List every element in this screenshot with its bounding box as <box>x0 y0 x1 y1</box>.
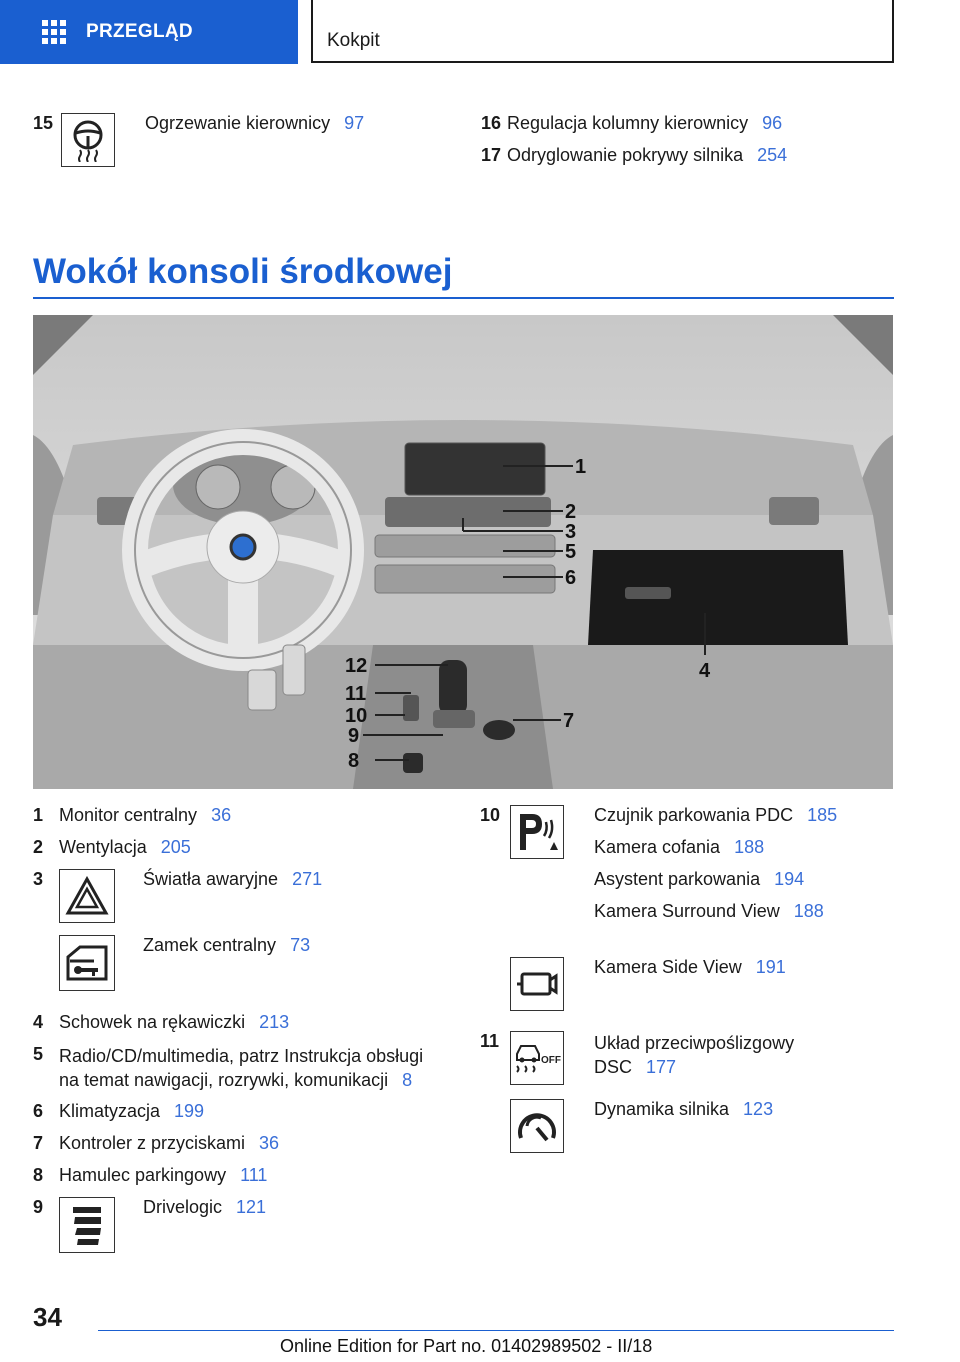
item-label: Zamek centralny <box>143 935 277 955</box>
callout-9: 9 <box>348 725 360 747</box>
dsc-off-icon <box>510 1031 564 1085</box>
drivelogic-icon <box>59 1197 115 1253</box>
callout-7: 7 <box>563 710 575 732</box>
page-ref-link[interactable]: 111 <box>240 1165 268 1185</box>
page-ref-link[interactable]: 205 <box>160 837 191 857</box>
item-label: Ogrzewanie kierownicy <box>145 113 331 133</box>
item-label: Układ przeciwpoślizgowy <box>594 1033 795 1053</box>
page-ref-link[interactable]: 123 <box>743 1099 774 1119</box>
edition-text: Online Edition for Part no. 01402989502 - II/18 <box>280 1336 653 1356</box>
callout-1: 1 <box>575 456 587 478</box>
legend-item-9: 9 Drivelogic 121 <box>33 1197 266 1253</box>
item-label: Klimatyzacja <box>59 1101 161 1121</box>
legend-item-6: 6 Klimatyzacja 199 <box>33 1101 205 1121</box>
page-ref-link[interactable]: 185 <box>807 805 838 825</box>
legend-item-central-lock <box>59 935 310 991</box>
item-label: Schowek na rękawiczki <box>59 1012 246 1032</box>
page-ref-link[interactable]: 191 <box>755 957 786 977</box>
legend-item-engine-dynamics <box>510 1099 773 1153</box>
engine-dynamics-icon <box>510 1099 564 1153</box>
chapter-label: Kokpit <box>327 30 380 51</box>
legend-item-surround-view <box>594 901 824 922</box>
callout-12: 12 <box>345 655 368 677</box>
callout-8: 8 <box>348 750 360 772</box>
item-label: Hamulec parkingowy <box>59 1165 227 1185</box>
callout-6: 6 <box>565 567 577 589</box>
section-rule <box>33 297 894 299</box>
grid-icon <box>42 20 66 44</box>
page-ref-link[interactable]: 188 <box>793 901 824 921</box>
item-label-line2: DSC <box>594 1057 633 1077</box>
page-ref-link[interactable]: 73 <box>290 935 311 955</box>
callout-3: 3 <box>565 521 577 543</box>
legend-item-11: 11 OFF Układ przeciwpoślizgowy DSC 177 <box>480 1031 794 1085</box>
legend-item-1: 1 Monitor centralny 36 <box>33 805 232 825</box>
legend-item-8: 8 Hamulec parkingowy 111 <box>33 1165 268 1185</box>
item-label-line2: na temat nawigacji, rozrywki, komunikacji <box>59 1070 389 1090</box>
list-item-16: 16 Regulacja kolumny kierownicy 96 <box>481 113 783 133</box>
section-tab[interactable] <box>0 0 298 64</box>
page-ref-link[interactable]: 213 <box>259 1012 290 1032</box>
item-label: Monitor centralny <box>59 805 198 825</box>
page-ref-link[interactable]: 271 <box>292 869 323 889</box>
item-label: Kamera Side View <box>594 957 742 977</box>
list-item-17: 17 Odryglowanie pokrywy silnika 254 <box>481 145 788 165</box>
page-ref-link[interactable]: 36 <box>259 1133 280 1153</box>
item-label: Regulacja kolumny kierownicy <box>507 113 749 133</box>
section-title: Wokół konsoli środkowej <box>33 252 453 291</box>
item-label: Kamera Surround View <box>594 901 780 921</box>
page-ref-link[interactable]: 97 <box>344 113 365 133</box>
legend-item-3: 3 Światła awaryjne 271 <box>33 869 322 923</box>
callout-11: 11 <box>345 683 367 705</box>
callout-5: 5 <box>565 541 577 563</box>
page-number: 34 <box>33 1302 62 1332</box>
side-view-camera-icon <box>510 957 564 1011</box>
page-ref-link[interactable]: 96 <box>762 113 783 133</box>
heated-steering-wheel-icon <box>61 113 115 167</box>
page-ref-link[interactable]: 177 <box>646 1057 677 1077</box>
legend-item-7: 7 Kontroler z przyciskami 36 <box>33 1133 280 1153</box>
item-label: Odryglowanie pokrywy silnika <box>507 145 744 165</box>
list-item-15: 15 Ogrzewanie kierownicy 97 <box>33 113 364 167</box>
page-ref-link[interactable]: 199 <box>174 1101 205 1121</box>
chapter-header <box>311 0 894 63</box>
callout-2: 2 <box>565 501 577 523</box>
cockpit-illustration <box>33 315 893 789</box>
section-label: PRZEGLĄD <box>86 21 193 42</box>
legend-item-parking-assistant <box>594 869 804 890</box>
page-ref-link[interactable]: 36 <box>211 805 232 825</box>
item-label: Dynamika silnika <box>594 1099 730 1119</box>
legend-item-10: 10 Czujnik parkowania PDC 185 <box>480 805 837 859</box>
item-label: Wentylacja <box>59 837 147 857</box>
legend-item-4: 4 Schowek na rękawiczki 213 <box>33 1012 290 1032</box>
hazard-warning-icon <box>59 869 115 923</box>
item-label: Czujnik parkowania PDC <box>594 805 794 825</box>
footer-rule <box>98 1330 894 1331</box>
legend-item-side-view <box>510 957 786 1011</box>
pdc-icon <box>510 805 564 859</box>
legend-item-2: 2 Wentylacja 205 <box>33 837 191 857</box>
page-ref-link[interactable]: 121 <box>236 1197 267 1217</box>
item-label: Drivelogic <box>143 1197 223 1217</box>
central-locking-icon <box>59 935 115 991</box>
page-ref-link[interactable]: 194 <box>774 869 805 889</box>
page-ref-link[interactable]: 188 <box>734 837 765 857</box>
page-ref-link[interactable]: 254 <box>757 145 788 165</box>
callout-4: 4 <box>699 660 711 682</box>
legend-item-5: 5 Radio/CD/multimedia, patrz Instrukcja obsługi na temat nawigacji, rozrywki, komunikacji 8 <box>33 1044 424 1090</box>
item-label: Asystent parkowania <box>594 869 761 889</box>
item-label: Kontroler z przyciskami <box>59 1133 246 1153</box>
item-label: Radio/CD/multimedia, patrz Instrukcja obsługi <box>59 1046 424 1066</box>
legend-item-rear-camera <box>594 837 764 858</box>
svg-text:OFF: OFF <box>541 1055 561 1066</box>
item-label: Kamera cofania <box>594 837 721 857</box>
callout-10: 10 <box>345 705 368 727</box>
page-ref-link[interactable]: 8 <box>402 1070 413 1090</box>
item-label: Światła awaryjne <box>143 869 279 889</box>
